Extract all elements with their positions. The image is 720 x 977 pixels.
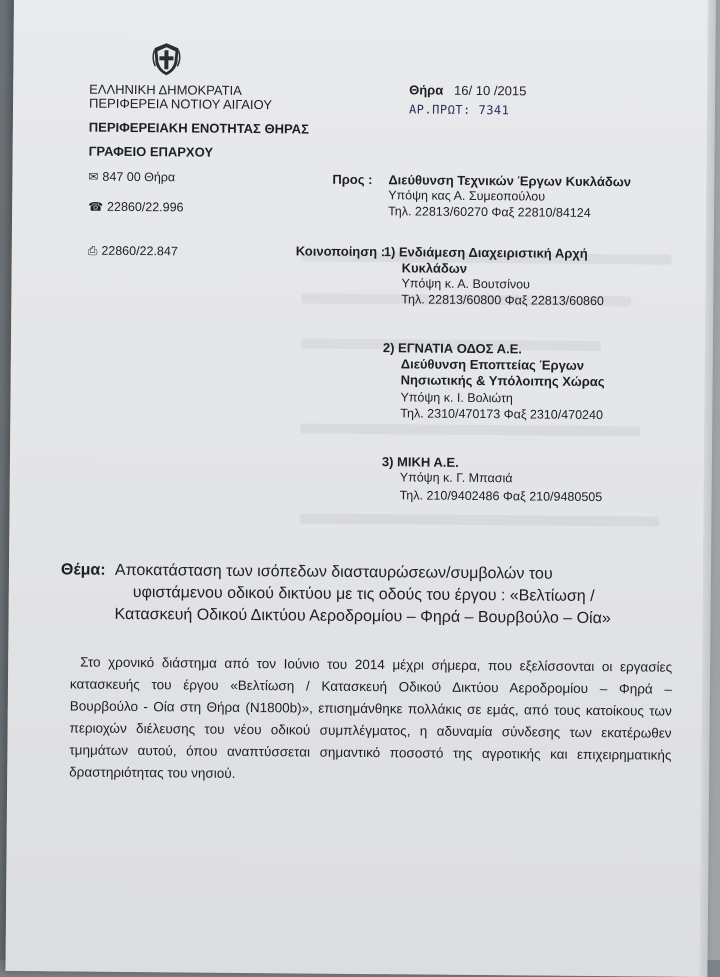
cc2-organization: 2) ΕΓΝΑΤΙΑ ΟΔΟΣ Α.Ε. bbox=[382, 340, 522, 357]
to-label: Προς : bbox=[332, 171, 373, 188]
cc3-attention: Υπόψη κ. Γ. Μπασιά bbox=[399, 470, 513, 486]
subject-line2: υφιστάμενου οδικού δικτύου με τις οδούς του έργου : «Βελτίωση / bbox=[132, 584, 595, 606]
body-line: κατασκευής του έργου «Βελτίωση / Κατασκευή Οδικού Δικτύου Αεροδρομίου – Φηρά – bbox=[69, 676, 673, 697]
subject-line1: Αποκατάσταση των ισόπεδων διασταυρώσεων/συμβολών του bbox=[114, 561, 553, 583]
place-label: Θήρα bbox=[409, 82, 444, 98]
cc3-organization: 3) ΜΙΚΗ Α.Ε. bbox=[381, 454, 459, 470]
mail-text: 847 00 Θήρα bbox=[102, 169, 176, 185]
cc-label: Κοινοποίηση : bbox=[295, 243, 386, 260]
body-line: Στο χρονικό διάστημα από τον Ιούνιο του 2014 μέχρι σήμερα, που εξελίσσονται οι εργασίες bbox=[80, 654, 673, 675]
fax-text: 22860/22.847 bbox=[101, 243, 178, 259]
document-page bbox=[5, 0, 714, 977]
contact-phone bbox=[88, 200, 184, 215]
letterhead-line1: ΕΛΛΗΝΙΚΗ ΔΗΜΟΚΡΑΤΙΑ bbox=[89, 81, 242, 98]
greek-coat-of-arms-emblem bbox=[151, 42, 181, 76]
protocol-number: ΑΡ.ΠΡΩΤ: 7341 bbox=[408, 102, 510, 118]
body-line: Βουρβούλο - Οία στη Θήρα (Ν1800b)», επισημάνθηκε πολλάκις σε εμάς, από τους κατοίκους των bbox=[69, 698, 672, 719]
show-through bbox=[299, 513, 659, 526]
date-value: 16/ 10 /2015 bbox=[454, 82, 527, 99]
contact-fax bbox=[88, 244, 178, 260]
body-line: περιοχών διέλευσης του νέου οδικού συμπλέγματος, η αδυναμία σύνδεσης των εκατέρωθεν bbox=[69, 720, 672, 741]
cc2-department-cont: Νησιωτικής & Υπόλοιπης Χώρας bbox=[400, 372, 605, 390]
cc2-telephone: Τηλ. 2310/470173 Φαξ 2310/470240 bbox=[400, 406, 604, 423]
letterhead-line2: ΠΕΡΙΦΕΡΕΙΑ ΝΟΤΙΟΥ ΑΙΓΑΙΟΥ bbox=[88, 95, 272, 113]
fax-icon: ⎙ bbox=[87, 243, 98, 258]
cc2-department: Διεύθυνση Εποπτείας Έργων bbox=[400, 356, 585, 373]
cc1-attention: Υπόψη κ. Α. Βουτσίνου bbox=[401, 276, 531, 292]
cc1-telephone: Τηλ. 22813/60800 Φαξ 22813/60860 bbox=[401, 292, 604, 309]
to-attention: Υπόψη κας Α. Συμεοπούλου bbox=[388, 188, 546, 204]
contact-mail bbox=[88, 170, 175, 185]
body-line: δραστηριότητας του νησιού. bbox=[69, 764, 236, 781]
envelope-icon: ✉ bbox=[88, 169, 99, 184]
cc3-telephone: Τηλ. 210/9402486 Φαξ 210/9480505 bbox=[399, 488, 603, 505]
body-line: τμημάτων αυτού, όπου αναπτύσσεται σημαντικό ποσοστό της αγροτικής και επιχειρηματικής bbox=[69, 742, 672, 763]
to-organization: Διεύθυνση Τεχνικών Έργων Κυκλάδων bbox=[388, 172, 632, 190]
phone-text: 22860/22.996 bbox=[107, 199, 184, 215]
to-telephone: Τηλ. 22813/60270 Φαξ 22810/84124 bbox=[388, 204, 591, 220]
show-through bbox=[300, 423, 640, 436]
letterhead-unit: ΠΕΡΙΦΕΡΕΙΑΚΗ ΕΝΟΤΗΤΑΣ ΘΗΡΑΣ bbox=[88, 119, 309, 137]
subject-line3: Κατασκευή Οδικού Δικτύου Αεροδρομίου – Φηρά – Βουρβούλο – Οία» bbox=[114, 605, 611, 628]
subject-label: Θέμα: bbox=[60, 561, 106, 579]
telephone-icon: ☎ bbox=[88, 199, 104, 214]
cc2-attention: Υπόψη κ. Ι. Βολιώτη bbox=[400, 390, 513, 406]
body-paragraph bbox=[69, 651, 672, 788]
cc1-organization: 1) Ενδιάμεση Διαχειριστική Αρχή bbox=[383, 244, 588, 261]
date-line bbox=[409, 82, 526, 98]
cc1-organization-cont: Κυκλάδων bbox=[401, 260, 468, 276]
letterhead-office: ΓΡΑΦΕΙΟ ΕΠΑΡΧΟΥ bbox=[88, 143, 214, 160]
